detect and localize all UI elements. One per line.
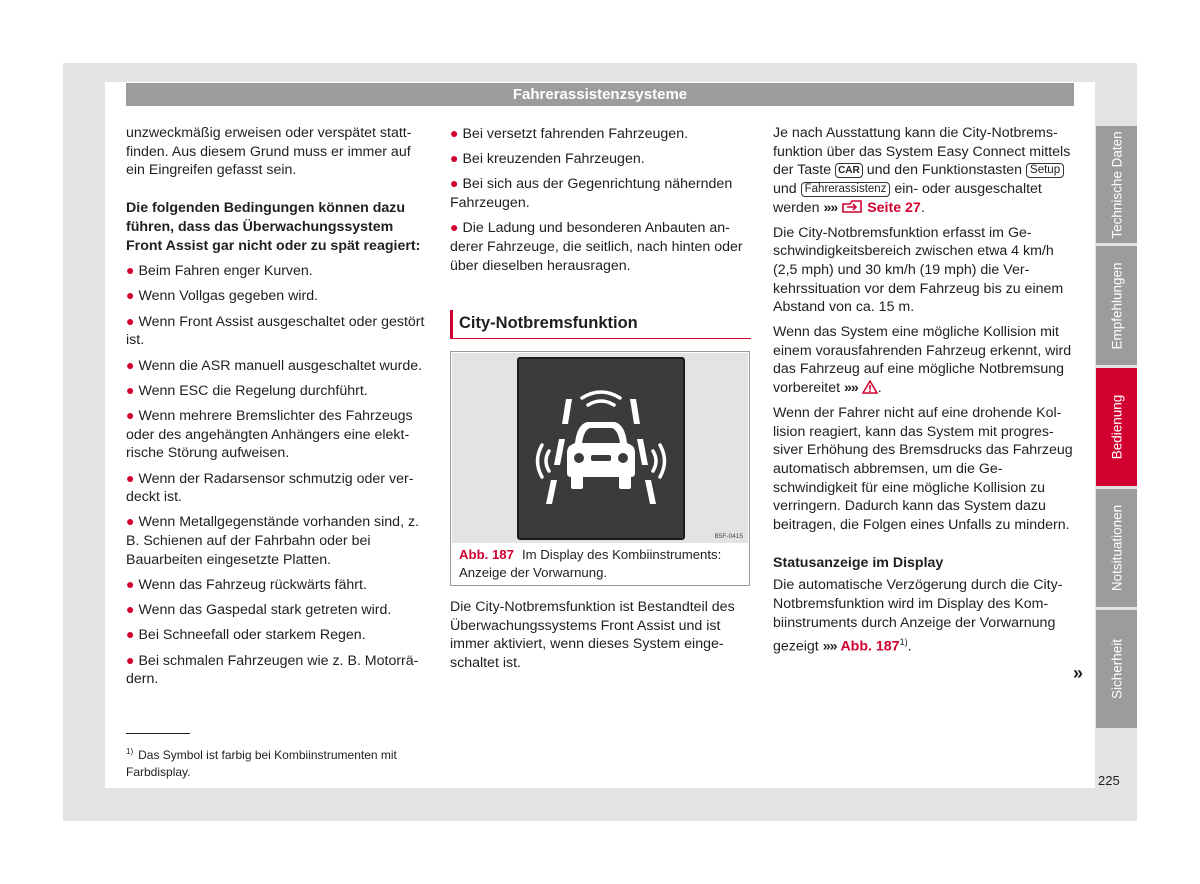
figure-image bbox=[452, 353, 748, 543]
list-item: ● Wenn der Radarsensor schmutzig oder verdeckt ist. bbox=[126, 469, 414, 506]
section-header: Fahrerassistenzsysteme bbox=[126, 83, 1074, 106]
list-item: ● Wenn die ASR manuell ausgeschaltet wurde. bbox=[126, 356, 423, 374]
bullet-icon: ● bbox=[126, 262, 135, 279]
continue-arrow: » bbox=[1073, 663, 1084, 683]
reference-arrows: »» bbox=[823, 199, 838, 216]
reference-arrows: »» bbox=[822, 638, 837, 655]
list-item: ● Die Ladung und besonderen Anbauten anderer Fahrzeuge, die seitlich, nach hinten oder über dieselben herausragen. bbox=[450, 219, 743, 274]
footnote-divider bbox=[126, 733, 190, 734]
conditions-heading: Die folgenden Bedingungen können dazu führen, dass das Überwachungssystem Front Assist gar nicht oder zu spät reagiert: bbox=[126, 200, 421, 254]
list-item: ● Wenn das Gaspedal stark getreten wird. bbox=[126, 601, 392, 619]
figure-reference-link[interactable]: Abb. 187 bbox=[840, 638, 900, 655]
list-item: ● Wenn das Fahrzeug rückwärts fährt. bbox=[126, 576, 367, 594]
list-item: ● Wenn Vollgas gegeben wird. bbox=[126, 287, 319, 305]
bullet-icon: ● bbox=[126, 601, 135, 618]
column-right bbox=[773, 124, 1073, 662]
footnote-mark: 1) bbox=[126, 747, 134, 756]
bullet-icon: ● bbox=[126, 312, 135, 329]
section-title-city-notbremsfunktion: City-Notbremsfunktion bbox=[450, 310, 751, 339]
status-heading: Statusanzeige im Display bbox=[773, 554, 944, 571]
paragraph-automatic-braking: Wenn der Fahrer nicht auf eine drohende Kollision reagiert, kann das System mit progressiver Erhöhung des Bremsdrucks das Fahrzeug automatisch abbremsen, um die Geschwindigkeit für eine mögliche Kollision zu verringern. Dadurch kann das System dazu beitragen, die Folgen eines Unfalls zu mindern. bbox=[773, 404, 1073, 534]
list-item: ● Bei schmalen Fahrzeugen wie z. B. Motorrädern. bbox=[126, 651, 419, 688]
reference-arrows: »» bbox=[843, 380, 858, 397]
bullet-icon: ● bbox=[126, 626, 135, 643]
footnote bbox=[126, 744, 426, 780]
city-notbrems-description bbox=[450, 598, 752, 673]
tab-technische-daten[interactable]: Technische Daten bbox=[1096, 126, 1137, 243]
list-item: ● Bei sich aus der Gegenrichtung nähernden Fahrzeugen. bbox=[450, 175, 733, 212]
paragraph-easy-connect: Je nach Ausstattung kann die City-Notbremsfunktion über das System Easy Connect mittels der Taste CAR und den Funktionstasten Setup und Fahrerassistenz ein- oder ausgeschaltet werden »» Seite 27. bbox=[773, 125, 1071, 216]
instrument-display bbox=[517, 357, 685, 540]
list-item: ● Wenn mehrere Bremslichter des Fahrzeugs oder des angehängten Anhängers eine elektrische Störung aufweisen. bbox=[126, 406, 413, 462]
bullet-icon: ● bbox=[450, 125, 459, 141]
figure-ref: Abb. 187 bbox=[459, 547, 514, 562]
fahrerassistenz-key: Fahrerassistenz bbox=[801, 182, 891, 197]
bullet-icon: ● bbox=[450, 219, 459, 236]
tab-sicherheit[interactable]: Sicherheit bbox=[1096, 610, 1137, 728]
tab-notsituationen[interactable]: Notsituationen bbox=[1096, 489, 1137, 607]
list-item: ● Wenn Front Assist ausgeschaltet oder gestört ist. bbox=[126, 312, 425, 349]
paragraph-speed-range: Die City-Notbremsfunktion erfasst im Geschwindigkeitsbereich zwischen etwa 4 km/h (2,5 mph) und 30 km/h (19 mph) die Verkehrssituation vor dem Fahrzeug bis zu einem Abstand von ca. 15 m. bbox=[773, 224, 1064, 316]
bullet-icon: ● bbox=[450, 175, 459, 192]
figure-187 bbox=[450, 351, 750, 586]
page-reference-link[interactable]: Seite 27 bbox=[867, 199, 921, 216]
page-number: 225 bbox=[1098, 773, 1120, 788]
conditions-list bbox=[126, 261, 430, 689]
bullet-icon: ● bbox=[126, 651, 135, 668]
list-item: ● Bei kreuzenden Fahrzeugen. bbox=[450, 150, 645, 168]
bullet-icon: ● bbox=[126, 469, 135, 486]
bullet-icon: ● bbox=[126, 513, 135, 530]
setup-key: Setup bbox=[1026, 163, 1064, 178]
body-paragraph: Die City-Notbremsfunktion ist Bestandteil des Überwachungssystems Front Assist und ist immer aktiviert, wenn dieses System eingeschaltet ist. bbox=[450, 599, 735, 672]
book-reference-icon bbox=[841, 200, 863, 214]
column-left bbox=[126, 124, 430, 695]
tab-bedienung[interactable]: Bedienung bbox=[1096, 368, 1137, 486]
bullet-icon: ● bbox=[126, 576, 135, 593]
list-item: ● Bei Schneefall oder starkem Regen. bbox=[126, 626, 366, 644]
footnote-text: Das Symbol ist farbig bei Kombiinstrumenten mit Farbdisplay. bbox=[126, 748, 397, 779]
paragraph-collision-detect: Wenn das System eine mögliche Kollision mit einem vorausfahrenden Fahrzeug erkennt, wird das Fahrzeug auf eine mögliche Notbremsung vorbereitet »» . bbox=[773, 324, 1072, 397]
column-middle bbox=[450, 124, 752, 281]
bullet-icon: ● bbox=[126, 356, 135, 373]
list-item: ● Beim Fahren enger Kurven. bbox=[126, 262, 313, 280]
tab-empfehlungen[interactable]: Empfehlungen bbox=[1096, 246, 1137, 365]
caption-text: Im Display des Kombiinstruments: Anzeige der Vorwarnung. bbox=[459, 547, 722, 580]
footnote-mark: 1) bbox=[899, 636, 908, 647]
paragraph-status-display: Die automatische Verzögerung durch die City-Notbremsfunktion wird im Display des Kombiinstruments durch Anzeige der Vorwarnung gezeigt »» Abb. 187$^{1)}$. bbox=[773, 577, 1063, 655]
bullet-icon: ● bbox=[126, 381, 135, 398]
bullet-icon: ● bbox=[126, 406, 135, 423]
warning-triangle-icon bbox=[862, 380, 878, 394]
bullet-icon: ● bbox=[126, 287, 135, 304]
intro-paragraph: unzweckmäßig erweisen oder verspätet stattfinden. Aus diesem Grund muss er immer auf ein Eingreifen gefasst sein. bbox=[126, 125, 412, 179]
list-item: ● Wenn Metallgegenstände vorhanden sind, z. B. Schienen auf der Fahrbahn oder bei Bauarbeiten eingesetzte Platten. bbox=[126, 513, 419, 568]
collision-warning-icon bbox=[519, 359, 683, 538]
figure-caption bbox=[459, 546, 744, 582]
list-item: ● Wenn ESC die Regelung durchführt. bbox=[126, 381, 368, 399]
car-key-icon: CAR bbox=[835, 163, 863, 178]
bullet-icon: ● bbox=[450, 150, 459, 167]
list-item: ● Bei versetzt fahrenden Fahrzeugen. bbox=[450, 125, 689, 142]
figure-code: B5F-0415 bbox=[714, 533, 743, 540]
